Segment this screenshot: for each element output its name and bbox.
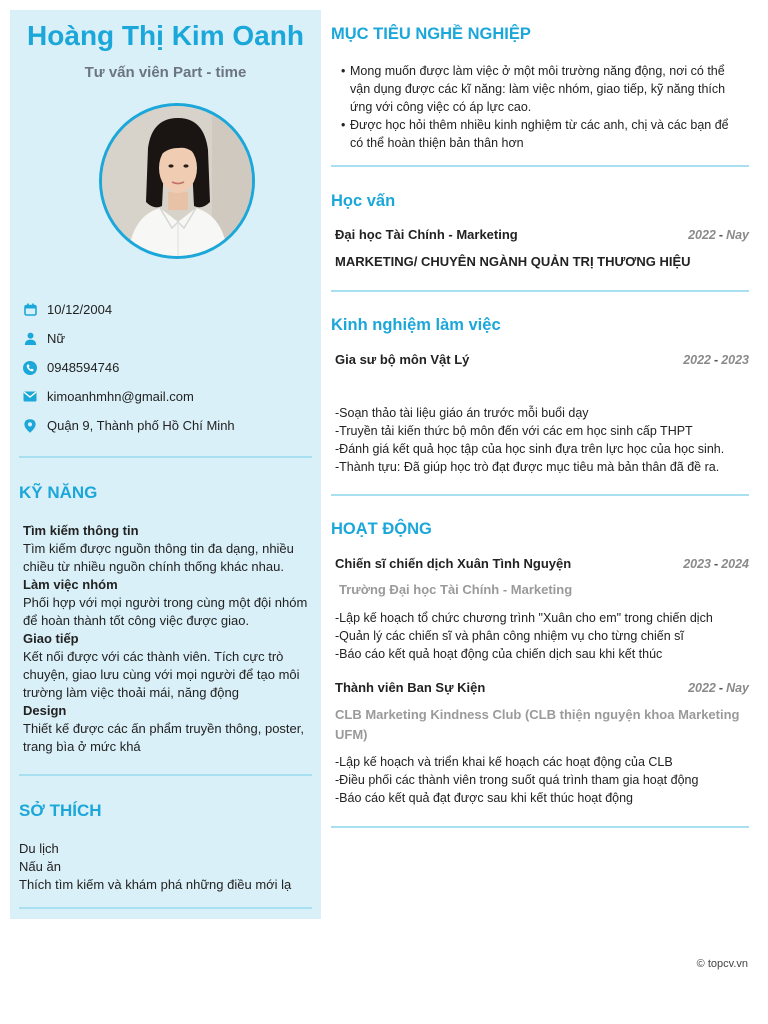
date-end: Nay xyxy=(726,681,749,695)
section-divider xyxy=(331,494,749,496)
education-date: 2022 - Nay xyxy=(688,228,749,242)
contact-birthday xyxy=(23,302,112,317)
skills-list xyxy=(23,522,313,756)
gender-value: Nữ xyxy=(47,331,66,346)
sidebar-divider xyxy=(19,456,312,458)
skills-title: KỸ NĂNG xyxy=(19,483,98,502)
email-value[interactable]: kimoanhmhn@gmail.com xyxy=(47,389,194,404)
address-value: Quận 9, Thành phố Hồ Chí Minh xyxy=(47,418,235,433)
desc-line: -Đánh giá kết quả học tập của học sinh đựa trên lực học của học sinh. xyxy=(335,442,725,456)
objective-item: • Mong muốn được làm việc ở một môi trường năng động, nơi có thể vận dụng được các kĩ năng: làm việc nhóm, giao tiếp, kỹ năng thích ứng với công việc có áp lực cao. xyxy=(341,62,741,116)
skill-name: Giao tiếp xyxy=(23,631,79,646)
date-end: 2024 xyxy=(721,557,749,571)
desc-line: -Báo cáo kết quả hoạt động của chiến dịch sau khi kết thúc xyxy=(335,647,663,661)
avatar xyxy=(102,106,252,256)
hobbies-title: SỞ THÍCH xyxy=(19,801,102,820)
desc-line: -Lập kế hoạch tổ chức chương trình "Xuân cho em" trong chiến dịch xyxy=(335,611,713,625)
section-divider xyxy=(331,165,749,167)
hobby-item: Nấu ăn xyxy=(19,859,61,874)
objective-list xyxy=(341,62,741,152)
skill-item xyxy=(23,702,313,756)
hobby-item: Du lịch xyxy=(19,841,59,856)
desc-line: -Báo cáo kết quả đạt được sau khi kết thúc hoạt động xyxy=(335,791,634,805)
skill-item xyxy=(23,522,313,576)
contact-gender xyxy=(23,331,65,346)
objective-item: • Được học hỏi thêm nhiều kinh nghiệm từ các anh, chị và các bạn để có thể hoàn thiện bản thân hơn xyxy=(341,116,741,152)
desc-line: -Thành tựu: Đã giúp học trò đạt được mục tiêu mà bản thân đã đề ra. xyxy=(335,460,720,474)
skill-name: Tìm kiếm thông tin xyxy=(23,523,139,538)
activity-date: 2022 - Nay xyxy=(688,681,749,695)
contact-email xyxy=(23,389,194,404)
skill-name: Làm việc nhóm xyxy=(23,577,118,592)
hobbies-list xyxy=(19,840,291,894)
education-school: Đại học Tài Chính - Marketing xyxy=(335,227,518,242)
education-major: MARKETING/ CHUYÊN NGÀNH QUẢN TRỊ THƯƠNG HIỆU xyxy=(335,254,691,269)
candidate-role: Tư vấn viên Part - time xyxy=(84,64,247,81)
phone-value[interactable]: 0948594746 xyxy=(47,360,120,375)
skill-desc: Tìm kiếm được nguồn thông tin đa dạng, nhiều chiều từ nhiều nguồn chính thống khác nhau. xyxy=(23,541,294,574)
phone-icon xyxy=(23,361,37,375)
candidate-name: Hoàng Thị Kim Oanh xyxy=(27,20,304,51)
skill-name: Design xyxy=(23,703,67,718)
activity-desc xyxy=(335,753,747,807)
desc-line: -Lập kế hoạch và triển khai kế hoạch các hoạt động của CLB xyxy=(335,755,673,769)
contact-address xyxy=(23,418,235,433)
date-end: Nay xyxy=(726,228,749,242)
education-title: Học vấn xyxy=(331,192,396,210)
skill-desc: Thiết kế được các ấn phẩm truyền thông, poster, trang bìa ở mức khá xyxy=(23,721,304,754)
activity-name: Thành viên Ban Sự Kiện xyxy=(335,680,486,695)
skill-item xyxy=(23,630,313,702)
experience-desc xyxy=(335,404,747,476)
date-start: 2022 xyxy=(688,228,716,242)
date-start: 2022 xyxy=(688,681,716,695)
avatar-photo xyxy=(102,106,252,256)
date-end: 2023 xyxy=(721,353,749,367)
desc-line: -Điều phối các thành viên trong suốt quá trình tham gia hoạt động xyxy=(335,773,699,787)
skill-desc: Kết nối được với các thành viên. Tích cực trò chuyện, giao lưu cùng với mọi người để tạo môi trường làm việc thoải mái, năng động xyxy=(23,649,300,700)
footer-watermark xyxy=(697,958,748,970)
date-start: 2023 xyxy=(683,557,712,571)
email-icon xyxy=(23,390,37,404)
experience-title: Kinh nghiệm làm việc xyxy=(331,316,501,334)
activity-date: 2023 - 2024 xyxy=(683,557,749,571)
activity-org: CLB Marketing Kindness Club (CLB thiện nguyện khoa Marketing UFM) xyxy=(335,707,740,742)
activity-name: Chiến sĩ chiến dịch Xuân Tình Nguyện xyxy=(335,556,572,571)
section-divider xyxy=(331,826,749,828)
desc-line: -Quản lý các chiến sĩ và phân công nhiệm vụ cho từng chiến sĩ xyxy=(335,629,684,643)
person-icon xyxy=(23,332,37,346)
location-pin-icon xyxy=(23,419,37,433)
hobby-item: Thích tìm kiếm và khám phá những điều mới lạ xyxy=(19,877,292,892)
date-start: 2022 xyxy=(683,353,712,367)
experience-date: 2022 - 2023 xyxy=(683,353,749,367)
sidebar-divider xyxy=(19,774,312,776)
desc-line: -Truyền tải kiến thức bộ môn đến với các em học sinh cấp THPT xyxy=(335,424,693,438)
calendar-icon xyxy=(23,303,37,317)
skill-item xyxy=(23,576,313,630)
contact-phone xyxy=(23,360,119,375)
avatar-frame xyxy=(99,103,255,259)
birthday-value: 10/12/2004 xyxy=(47,302,113,317)
activity-org: Trường Đại học Tài Chính - Marketing xyxy=(339,582,573,597)
footer-site[interactable]: topcv.vn xyxy=(707,958,748,970)
sidebar xyxy=(10,10,321,919)
desc-line: -Soạn thảo tài liệu giáo án trước mỗi buổi dạy xyxy=(335,406,589,420)
section-divider xyxy=(331,290,749,292)
skill-desc: Phối hợp với mọi người trong cùng một đội nhóm để hoàn thành tốt công việc được giao. xyxy=(23,595,308,628)
copyright-symbol: © xyxy=(696,958,705,970)
activity-desc xyxy=(335,609,747,663)
sidebar-divider xyxy=(19,907,312,909)
experience-job: Gia sư bộ môn Vật Lý xyxy=(335,352,470,367)
activities-title: HOẠT ĐỘNG xyxy=(331,520,432,538)
objective-title: MỤC TIÊU NGHỀ NGHIỆP xyxy=(331,25,531,43)
